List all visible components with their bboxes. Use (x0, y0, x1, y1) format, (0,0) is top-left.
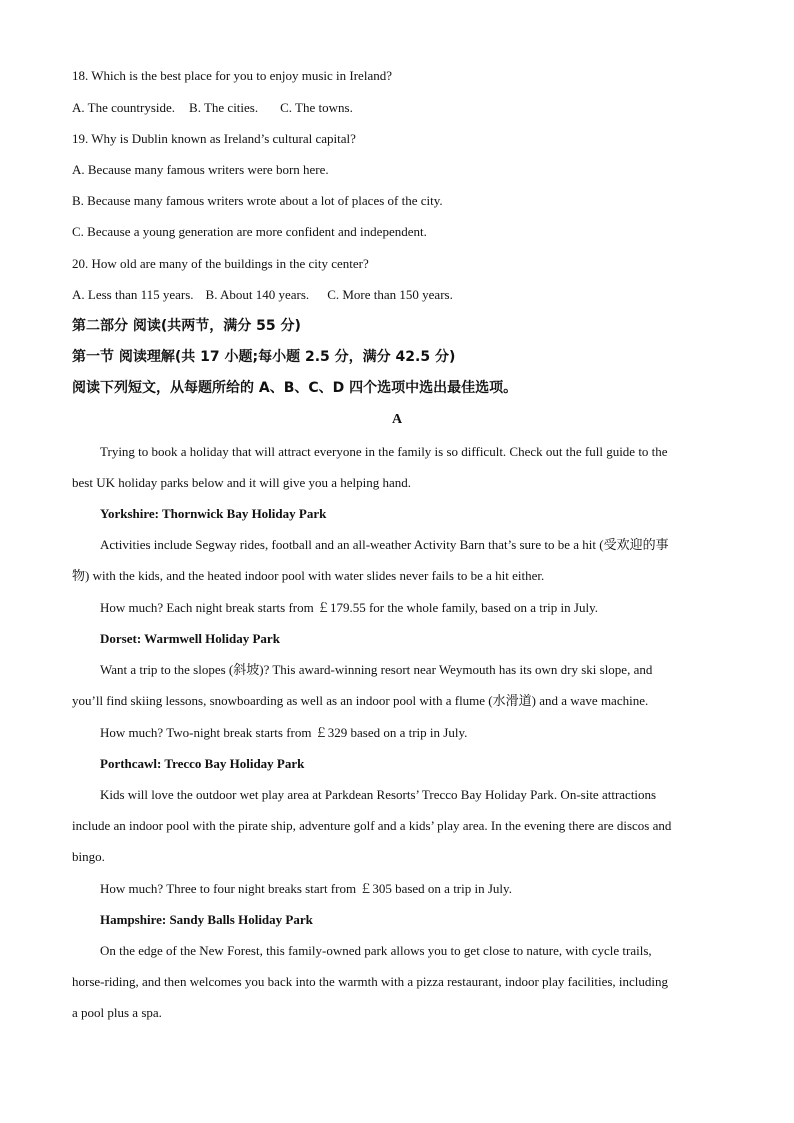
park-description-line: Want a trip to the slopes (斜坡)? This award-winning resort near Weymouth has its own dry ski slope, and (100, 662, 653, 677)
park-description-line: you’ll find skiing lessons, snowboarding as well as an indoor pool with a flume (水滑道) and a wave machine. (72, 693, 649, 708)
park-description-line: a pool plus a spa. (72, 1005, 162, 1020)
park-heading: Yorkshire: Thornwick Bay Holiday Park (100, 506, 327, 521)
park-description-line: bingo. (72, 849, 105, 864)
passage-intro-line: Trying to book a holiday that will attract everyone in the family is so difficult. Check out the full guide to the (100, 444, 668, 459)
park-price: How much? Three to four night breaks start from ￡305 based on a trip in July. (100, 881, 512, 896)
park-heading: Porthcawl: Trecco Bay Holiday Park (100, 756, 305, 771)
park-price: How much? Two-night break starts from ￡329 based on a trip in July. (100, 725, 468, 740)
reading-instruction: 阅读下列短文，从每题所给的 A、B、C、D 四个选项中选出最佳选项。 (72, 380, 518, 396)
park-description-line: horse-riding, and then welcomes you back into the warmth with a pizza restaurant, indoor play facilities, including (72, 974, 669, 989)
park-description-line: Activities include Segway rides, football and an all-weather Activity Barn that’s sure to be a hit (受欢迎的事 (100, 537, 669, 552)
question-20-stem: 20. How old are many of the buildings in the city center? (72, 256, 369, 271)
option-c: C. The towns. (280, 100, 353, 115)
option-a: A. The countryside. (72, 100, 176, 115)
part-title: 第二部分 阅读(共两节，满分 55 分) (72, 318, 301, 334)
park-heading: Hampshire: Sandy Balls Holiday Park (100, 912, 313, 927)
park-price: How much? Each night break starts from ￡179.55 for the whole family, based on a trip in July. (100, 600, 598, 615)
option-b: B. Because many famous writers wrote about a lot of places of the city. (72, 193, 443, 208)
park-description-line: Kids will love the outdoor wet play area at Parkdean Resorts’ Trecco Bay Holiday Park. On-site attractions (100, 787, 657, 802)
option-b: B. The cities. (189, 100, 259, 115)
question-20-options (72, 287, 722, 303)
option-a: A. Because many famous writers were born here. (72, 162, 329, 177)
park-description-line: 物) with the kids, and the heated indoor pool with water slides never fails to be a hit either. (72, 568, 545, 583)
question-18-options (72, 100, 722, 116)
option-a: A. Less than 115 years. (72, 287, 194, 302)
option-b: B. About 140 years. (205, 287, 310, 302)
option-c: C. Because a young generation are more confident and independent. (72, 224, 427, 239)
park-description-line: include an indoor pool with the pirate ship, adventure golf and a kids’ play area. In the evening there are discos and (72, 818, 672, 833)
park-heading: Dorset: Warmwell Holiday Park (100, 631, 280, 646)
question-18-stem: 18. Which is the best place for you to enjoy music in Ireland? (72, 68, 392, 83)
question-19-stem: 19. Why is Dublin known as Ireland’s cultural capital? (72, 131, 356, 146)
passage-intro-line: best UK holiday parks below and it will give you a helping hand. (72, 475, 412, 490)
option-c: C. More than 150 years. (327, 287, 453, 302)
park-description-line: On the edge of the New Forest, this family-owned park allows you to get close to nature, with cycle trails, (100, 943, 652, 958)
section-subtitle: 第一节 阅读理解(共 17 小题;每小题 2.5 分，满分 42.5 分) (72, 349, 456, 365)
passage-label: A (391, 412, 403, 427)
